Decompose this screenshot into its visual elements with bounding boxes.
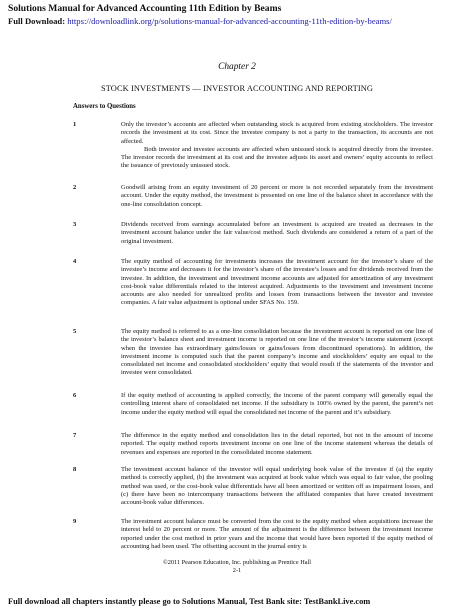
chapter-heading: Chapter 2 (218, 62, 256, 72)
question-number: 4 (73, 258, 77, 265)
answers-heading: Answers to Questions (73, 103, 136, 110)
answer-paragraph: Both investor and investee accounts are affected when unissued stock is acquired directly from the investee. The investor records the investment at its cost and the investee adjusts its asset and owners’ equity accounts to reflect the issuance of previously unissued stock. (121, 145, 433, 170)
chapter-title: STOCK INVESTMENTS — INVESTOR ACCOUNTING AND REPORTING (100, 84, 374, 93)
download-link[interactable]: https://downloadlink.org/p/solutions-manual-for-advanced-accounting-11th-edition-by-beams/ (67, 16, 392, 26)
question-number: 8 (73, 466, 77, 473)
answer-paragraph: If the equity method of accounting is applied correctly, the income of the parent company will generally equal the controlling interest share of consolidated net income. If the subsidiary is 100% owned by the parent, the parent’s net income under the equity method will equal the consolidated net income of the parent and it’s subsidiary. (121, 392, 433, 416)
answer-paragraph: The difference in the equity method and consolidation lies in the detail reported, but not in the amount of income reported. The equity method reports investment income on one line of the income statement whereas the details of revenues and expenses are reported in the consolidated income statement. (121, 432, 433, 456)
question-2 (73, 184, 433, 209)
question-4 (73, 258, 433, 308)
question-8 (73, 466, 433, 507)
answer-paragraph: The equity method is referred to as a one-line consolidation because the investment account is reported on one line of the investor’s balance sheet and investment income is reported on one line of the investor’s income statement (except when the investee has extraordinary gains/losses or gains/losses from discontinued operations). In addition, the investment income is computed such that the parent company’s income and stockholders’ equity are equal to the consolidated net income and consolidated stockholders’ equity that would result if the statements of the investor and investee were consolidated. (121, 328, 433, 377)
question-number: 2 (73, 184, 77, 191)
question-number: 6 (73, 392, 77, 399)
question-9 (73, 518, 433, 551)
page-number: 2-1 (232, 567, 242, 574)
question-5 (73, 328, 433, 378)
question-6 (73, 392, 433, 417)
question-3 (73, 221, 433, 246)
answer-paragraph: The investment account balance of the investor will equal underlying book value of the investee if (a) the equity method is correctly applied, (b) the investment was acquired at book value which was equal to fair value, the pooling method was used, or the cost-book value differentials have all been amortized or written off as impairment losses, and (c) there have been no intercompany transactions between the affiliated companies that have created investment account-book value differences. (121, 466, 433, 507)
question-7 (73, 432, 433, 457)
answer-paragraph: The investment account balance must be converted from the cost to the equity method when acquisitions increase the interest held to 20 percent or more. The amount of the adjustment is the difference between the investment income reported under the cost method in prior years and the income that would have been reported if the equity method of accounting had been used. The offsetting account in the journal entry is (121, 518, 433, 550)
download-banner[interactable]: Full download all chapters instantly please go to Solutions Manual, Test Bank site: TestBankLive.com (8, 597, 371, 606)
answer-paragraph: The equity method of accounting for investments increases the investment account for the investor’s share of the investee’s income and decreases it for the investor’s share of the investee’s losses and for dividends received from the investee. In addition, the investment and investment income accounts are adjusted for amortization of any investment cost-book value differentials related to the interest acquired. Adjustments to the investment and investment income accounts are also needed for unrealized profits and losses from transactions between the investor and investee companies. A fair value adjustment is optional under SFAS No. 159. (121, 258, 433, 307)
question-number: 7 (73, 432, 77, 439)
question-number: 1 (73, 121, 77, 128)
question-number: 9 (73, 518, 77, 525)
download-label: Full Download: (8, 16, 66, 26)
answer-paragraph: Goodwill arising from an equity investment of 20 percent or more is not recorded separately from the investment account. Under the equity method, the investment is presented on one line of the balance sheet in accordance with the one-line consolidation concept. (121, 184, 433, 208)
answer-paragraph: Only the investor’s accounts are affected when outstanding stock is acquired from existing stockholders. The investor records the investment at its cost. Since the investee company is not a party to the transaction, its accounts are not affected. (121, 121, 433, 145)
document-title: Solutions Manual for Advanced Accounting 11th Edition by Beams (8, 3, 282, 14)
copyright-footer: ©2011 Pearson Education, Inc. publishing as Prentice Hall (162, 559, 312, 566)
question-1 (73, 121, 433, 171)
download-line (8, 16, 470, 26)
answer-paragraph: Dividends received from earnings accumulated before an investment is acquired are treated as decreases in the investment account balance under the fair value/cost method. Such dividends are considered a return of a part of the original investment. (121, 221, 433, 245)
question-number: 3 (73, 221, 77, 228)
question-number: 5 (73, 328, 77, 335)
